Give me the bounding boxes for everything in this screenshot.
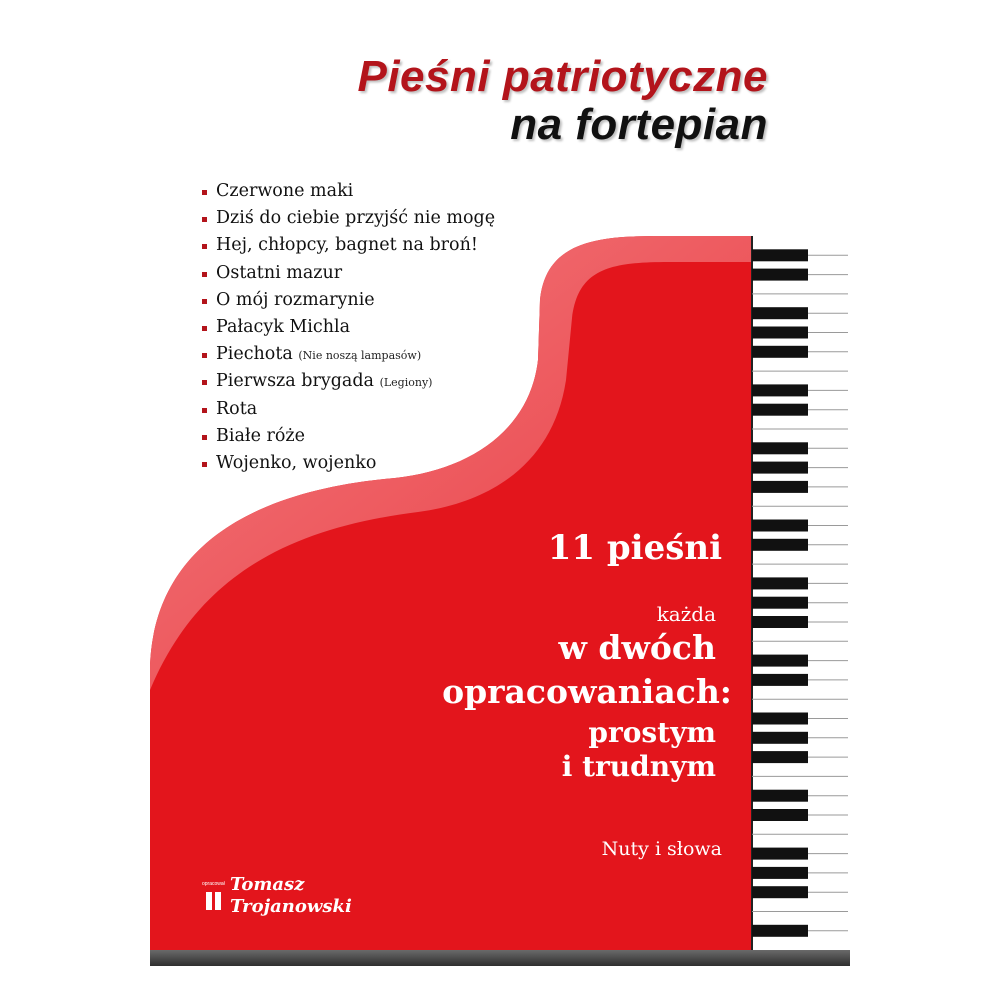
black-key <box>752 655 808 667</box>
black-key <box>752 384 808 396</box>
bullet-icon <box>202 435 207 440</box>
song-title: Czerwone maki <box>216 181 354 201</box>
black-key <box>752 577 808 589</box>
bullet-icon <box>202 299 207 304</box>
song-note: (Legiony) <box>379 376 433 390</box>
bullet-icon <box>202 190 207 195</box>
publisher-logo-icon <box>206 892 222 910</box>
song-title: Pałacyk Michla <box>216 316 351 337</box>
black-key <box>752 462 808 474</box>
blurb-line-3: opracowaniach: <box>442 672 732 711</box>
bullet-icon <box>202 380 207 385</box>
blurb-each: każda <box>656 602 716 626</box>
black-key <box>752 404 808 416</box>
black-key <box>752 269 808 281</box>
black-key <box>752 925 808 937</box>
black-key <box>752 751 808 763</box>
black-key <box>752 520 808 532</box>
black-key <box>752 886 808 898</box>
song-count: 11 pieśni <box>547 528 722 568</box>
blurb-line-2: w dwóch <box>558 628 716 667</box>
black-key <box>752 790 808 802</box>
title-line-1: Pieśni patriotyczne <box>357 52 768 101</box>
notes-and-lyrics: Nuty i słowa <box>601 838 722 860</box>
black-key <box>752 809 808 821</box>
black-key <box>752 674 808 686</box>
song-item <box>200 205 495 232</box>
black-key <box>752 867 808 879</box>
song-title: Wojenko, wojenko <box>216 452 377 473</box>
black-key <box>752 713 808 725</box>
song-title: Pierwsza brygada <box>216 371 374 392</box>
black-key <box>752 481 808 493</box>
author-first-name: Tomasz <box>230 874 305 895</box>
song-title: Rota <box>216 398 258 419</box>
song-item <box>200 260 495 287</box>
song-title: Piechota <box>216 344 293 365</box>
bullet-icon <box>202 408 207 413</box>
black-key <box>752 848 808 860</box>
song-item <box>200 341 495 368</box>
song-list <box>200 178 495 477</box>
black-key <box>752 249 808 261</box>
blurb-line-4: prostym <box>588 716 716 749</box>
bullet-icon <box>202 217 207 222</box>
song-item <box>200 450 495 477</box>
bullet-icon <box>202 272 207 277</box>
bullet-icon <box>202 244 207 249</box>
piano-base <box>150 950 850 966</box>
song-item <box>200 232 495 259</box>
black-key <box>752 327 808 339</box>
black-key <box>752 307 808 319</box>
black-key <box>752 539 808 551</box>
author-block <box>200 872 400 922</box>
black-key <box>752 732 808 744</box>
song-item <box>200 314 495 341</box>
bullet-icon <box>202 462 207 467</box>
author-last-name: Trojanowski <box>230 896 352 917</box>
black-key <box>752 597 808 609</box>
song-item <box>200 287 495 314</box>
song-title: O mój rozmarynie <box>216 289 375 310</box>
bullet-icon <box>202 326 207 331</box>
song-item <box>200 423 495 450</box>
song-item <box>200 396 495 423</box>
black-key <box>752 616 808 628</box>
song-title: Hej, chłopcy, bagnet na broń! <box>216 235 478 256</box>
song-note: (Nie noszą lampasów) <box>298 349 422 363</box>
arranged-by-label: opracował <box>202 881 225 887</box>
song-item <box>200 368 495 395</box>
blurb-line-5: i trudnym <box>561 750 716 783</box>
song-title: Dziś do ciebie przyjść nie mogę <box>216 208 496 229</box>
keyboard-white-keys <box>752 236 848 952</box>
song-title: Białe róże <box>216 425 305 446</box>
black-key <box>752 442 808 454</box>
song-item <box>200 178 495 205</box>
song-title: Ostatni mazur <box>216 262 343 283</box>
title-line-2: na fortepian <box>510 100 768 149</box>
black-key <box>752 346 808 358</box>
author-name <box>230 874 352 918</box>
bullet-icon <box>202 353 207 358</box>
